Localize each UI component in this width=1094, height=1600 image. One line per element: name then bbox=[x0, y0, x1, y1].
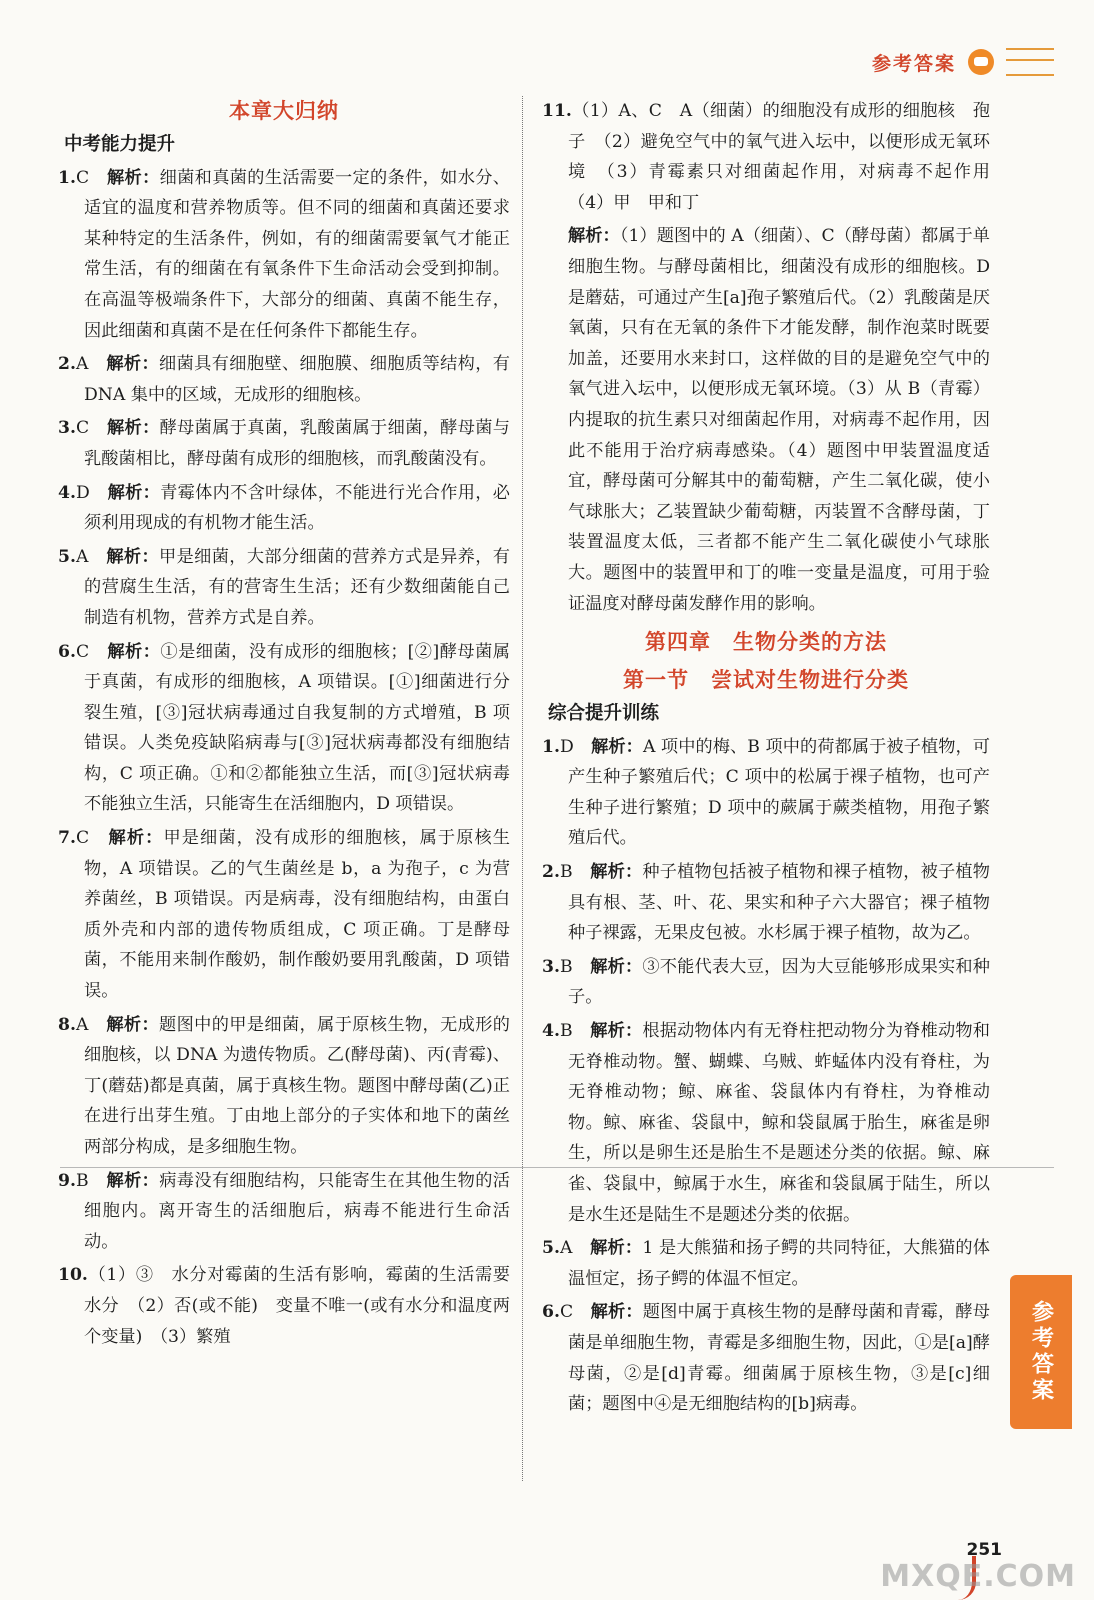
answer-text: 种子植物包括被子植物和裸子植物，被子植物具有根、茎、叶、花、果实和种子六大器官；裸子植物种子裸露，无果皮包被。水杉属于裸子植物，故为乙。 bbox=[568, 862, 990, 944]
answer-item bbox=[58, 823, 510, 1007]
answer-choice: A bbox=[559, 1238, 573, 1259]
answer-item bbox=[542, 732, 990, 854]
chapter-summary-title: 本章大归纳 bbox=[229, 99, 339, 123]
explanation-label: 解析： bbox=[590, 1238, 643, 1259]
explanation-label: 解析： bbox=[590, 956, 643, 977]
answer-text: A 项中的梅、B 项中的荷都属于被子植物，可产生种子繁殖后代；C 项中的松属于裸子植物，也可产生种子进行繁殖；D 项中的蕨属于蕨类植物，用孢子繁殖后代。 bbox=[568, 736, 990, 849]
answer-choice: D bbox=[75, 482, 90, 503]
answer-number: 1. bbox=[542, 736, 560, 757]
answer-number: 6. bbox=[542, 1302, 560, 1323]
answer-item bbox=[58, 542, 510, 634]
answer-choice: D bbox=[559, 736, 574, 757]
book-logo-icon bbox=[968, 49, 994, 75]
explanation-label: 解析： bbox=[108, 828, 164, 849]
answer-choice: C bbox=[75, 167, 90, 188]
answer-number: 4. bbox=[542, 1021, 560, 1042]
header-decoration bbox=[1006, 48, 1054, 76]
answer-text: 甲是细菌，大部分细菌的营养方式是异养，有的营腐生生活，有的营寄生生活；还有少数细菌能自己制造有机物，营养方式是自养。 bbox=[84, 546, 510, 628]
page-number: 251 bbox=[966, 1540, 1002, 1560]
explanation-label: 解析： bbox=[106, 546, 160, 567]
answer-text: 题图中的甲是细菌，属于原核生物，无成形的细胞核，以 DNA 为遗传物质。乙(酵母菌)、丙(青霉)、丁(蘑菇)都是真菌，属于真核生物。题图中酵母菌(乙)正在进行出芽生殖。丁由地上部分的子实体和地下的菌丝两部分构成，是多细胞生物。 bbox=[84, 1014, 510, 1157]
section-title: 第一节 尝试对生物进行分类 bbox=[623, 668, 909, 693]
answer-item bbox=[58, 1010, 510, 1163]
answer-item bbox=[58, 413, 510, 474]
explanation-text: （1）题图中的 A（细菌）、C（酵母菌）都属于单细胞生物。与酵母菌相比，细菌没有成形的细胞核。D 是蘑菇，可通过产生[a]孢子繁殖后代。（2）乳酸菌是厌氧菌，只有在无氧的条件下才能发酵，制作泡菜时既要加盖，还要用水来封口，这样做的目的是避免空气中的氧气进入坛中，以便形成无氧环境。（3）从 B（青霉）内提取的抗生素只对细菌起作用，对病毒不起作用，因此不能用于治疗病毒感染。（4）题图中甲装置温度适宜，酵母菌可分解其中的葡萄糖，产生二氧化碳，使小气球胀大；乙装置缺少葡萄糖，丙装置不含酵母菌，丁装置温度太低，三者都不能产生二氧化碳使小气球胀大。题图中的装置甲和丁的唯一变量是温度，可用于验证温度对酵母菌发酵作用的影响。 bbox=[568, 226, 990, 614]
answer-text: 青霉体内不含叶绿体，不能进行光合作用，必须利用现成的有机物才能生活。 bbox=[84, 482, 510, 534]
answer-number: 9. bbox=[58, 1170, 76, 1191]
answer-choice: C bbox=[559, 1302, 574, 1323]
explanation-label: 解析： bbox=[107, 482, 161, 503]
answer-number: 5. bbox=[58, 546, 76, 567]
right-column bbox=[542, 96, 1008, 1423]
section-heading: 中考能力提升 bbox=[64, 134, 176, 155]
explanation-label: 解析： bbox=[107, 418, 160, 439]
answer-text: 1 是大熊猫和扬子鳄的共同特征，大熊猫的体温恒定，扬子鳄的体温不恒定。 bbox=[568, 1238, 990, 1289]
answer-item bbox=[542, 857, 990, 949]
explanation-label: 解析： bbox=[590, 1302, 643, 1323]
answer-number: 5. bbox=[542, 1238, 560, 1259]
answer-item bbox=[542, 96, 1008, 218]
answer-number: 6. bbox=[58, 641, 76, 662]
answer-item bbox=[542, 952, 990, 1013]
answer-item bbox=[542, 1233, 990, 1294]
answer-text: 根据动物体内有无脊柱把动物分为脊椎动物和无脊椎动物。蟹、蝴蝶、乌贼、蚱蜢体内没有脊柱，为无脊椎动物；鲸、麻雀、袋鼠体内有脊柱，为脊椎动物。鲸、麻雀、袋鼠中，鲸和袋鼠属于胎生，麻雀是卵生，所以是卵生还是胎生不是题述分类的依据。鲸、麻雀、袋鼠中，鲸属于水生，麻雀和袋鼠属于陆生，所以是水生还是陆生不是题述分类的依据。 bbox=[568, 1021, 990, 1225]
answer-number: 4. bbox=[58, 482, 76, 503]
header-brand bbox=[872, 48, 1054, 76]
answer-explanation bbox=[542, 221, 990, 619]
answer-number: 1. bbox=[58, 167, 76, 188]
answer-text: 酵母菌属于真菌，乳酸菌属于细菌，酵母菌与乳酸菌相比，酵母菌有成形的细胞核，而乳酸菌没有。 bbox=[84, 418, 510, 469]
answer-choice: C bbox=[75, 828, 90, 849]
answers-side-tab: 参考答案 bbox=[1010, 1275, 1072, 1429]
answer-text: 题图中属于真核生物的是酵母菌和青霉，酵母菌是单细胞生物，青霉是多细胞生物，因此，①是[a]酵母菌，②是[d]青霉。细菌属于原核生物，③是[c]细菌；题图中④是无细胞结构的[b]病毒。 bbox=[568, 1302, 990, 1415]
header-title: 参考答案 bbox=[871, 52, 956, 75]
answer-choice: B bbox=[75, 1170, 89, 1191]
chapter-title: 第四章 生物分类的方法 bbox=[645, 630, 887, 655]
answer-text: ③不能代表大豆，因为大豆能够形成果实和种子。 bbox=[568, 956, 990, 1008]
answer-text: 细菌具有细胞壁、细胞膜、细胞质等结构，有 DNA 集中的区域，无成形的细胞核。 bbox=[84, 354, 510, 405]
explanation-label: 解析： bbox=[591, 736, 643, 757]
explanation-label: 解析： bbox=[106, 1170, 160, 1191]
answer-number: 3. bbox=[58, 418, 76, 439]
explanation-label: 解析： bbox=[590, 1021, 643, 1042]
practice-heading: 综合提升训练 bbox=[548, 703, 660, 725]
explanation-label: 解析： bbox=[107, 641, 161, 662]
left-column bbox=[58, 96, 510, 1355]
answer-choice: A bbox=[75, 1014, 89, 1035]
answer-text: ①是细菌，没有成形的细胞核；[②]酵母菌属于真菌，有成形的细胞核，A 项错误。[①]细菌进行分裂生殖，[③]冠状病毒通过自我复制的方式增殖，B 项错误。人类免疫缺陷病毒与[③]冠状病毒都没有细胞结构，C 项正确。①和②都能独立生活，而[③]冠状病毒不能独立生活，只能寄生在活细胞内，D 项错误。 bbox=[84, 641, 510, 815]
answer-text: （1）A、C A（细菌）的细胞没有成形的细胞核 孢子 （2）避免空气中的氧气进入坛中，以便形成无氧环境 （3）青霉素只对细菌起作用，对病毒不起作用 （4）甲 甲和丁 bbox=[568, 101, 1008, 213]
answer-choice: B bbox=[559, 956, 573, 977]
explanation-label: 解析： bbox=[568, 226, 620, 247]
answer-item bbox=[58, 637, 510, 821]
explanation-label: 解析： bbox=[107, 167, 160, 188]
answer-number: 11. bbox=[542, 101, 572, 121]
answer-item bbox=[58, 478, 510, 539]
answer-choice: A bbox=[75, 546, 89, 567]
answer-item bbox=[542, 1297, 990, 1419]
answer-item bbox=[542, 1016, 990, 1230]
answer-text: 细菌和真菌的生活需要一定的条件，如水分、适宜的温度和营养物质等。但不同的细菌和真菌还要求某种特定的生活条件，例如，有的细菌需要氧气才能正常生活，有的细菌在有氧条件下生命活动会受到抑制。在高温等极端条件下，大部分的细菌、真菌不能生存，因此细菌和真菌不是在任何条件下都能生存。 bbox=[84, 167, 510, 341]
answer-number: 3. bbox=[542, 956, 560, 977]
watermark: MXQE.COM bbox=[880, 1559, 1076, 1594]
answer-number: 8. bbox=[58, 1014, 76, 1035]
explanation-label: 解析： bbox=[106, 1014, 160, 1035]
answer-choice: B bbox=[559, 862, 573, 883]
answer-number: 7. bbox=[58, 828, 76, 849]
answer-item bbox=[58, 1260, 510, 1352]
answer-number: 10. bbox=[58, 1265, 88, 1286]
column-divider bbox=[522, 96, 523, 1481]
explanation-label: 解析： bbox=[106, 354, 160, 375]
answer-choice: C bbox=[75, 418, 90, 439]
answer-item bbox=[58, 163, 510, 347]
answer-item bbox=[58, 349, 510, 410]
answer-text: 病毒没有细胞结构，只能寄生在其他生物的活细胞内。离开寄生的活细胞后，病毒不能进行生命活动。 bbox=[84, 1170, 510, 1252]
answer-text: 甲是细菌，没有成形的细胞核，属于原核生物，A 项错误。乙的气生菌丝是 b，a 为孢子，c 为营养菌丝，B 项错误。丙是病毒，没有细胞结构，由蛋白质外壳和内部的遗传物质组成，C 项正确。丁是酵母菌，不能用来制作酸奶，制作酸奶要用乳酸菌，D 项错误。 bbox=[84, 828, 510, 1002]
explanation-label: 解析： bbox=[590, 862, 643, 883]
answer-item bbox=[58, 1166, 510, 1258]
answer-choice: C bbox=[75, 641, 90, 662]
answer-text: （1）③ 水分对霉菌的生活有影响，霉菌的生活需要水分 （2）否(或不能) 变量不唯一(或有水分和温度两个变量) （3）繁殖 bbox=[84, 1265, 510, 1347]
answer-number: 2. bbox=[542, 862, 560, 883]
answer-choice: A bbox=[75, 354, 89, 375]
answer-number: 2. bbox=[58, 354, 76, 375]
answer-choice: B bbox=[559, 1021, 573, 1042]
